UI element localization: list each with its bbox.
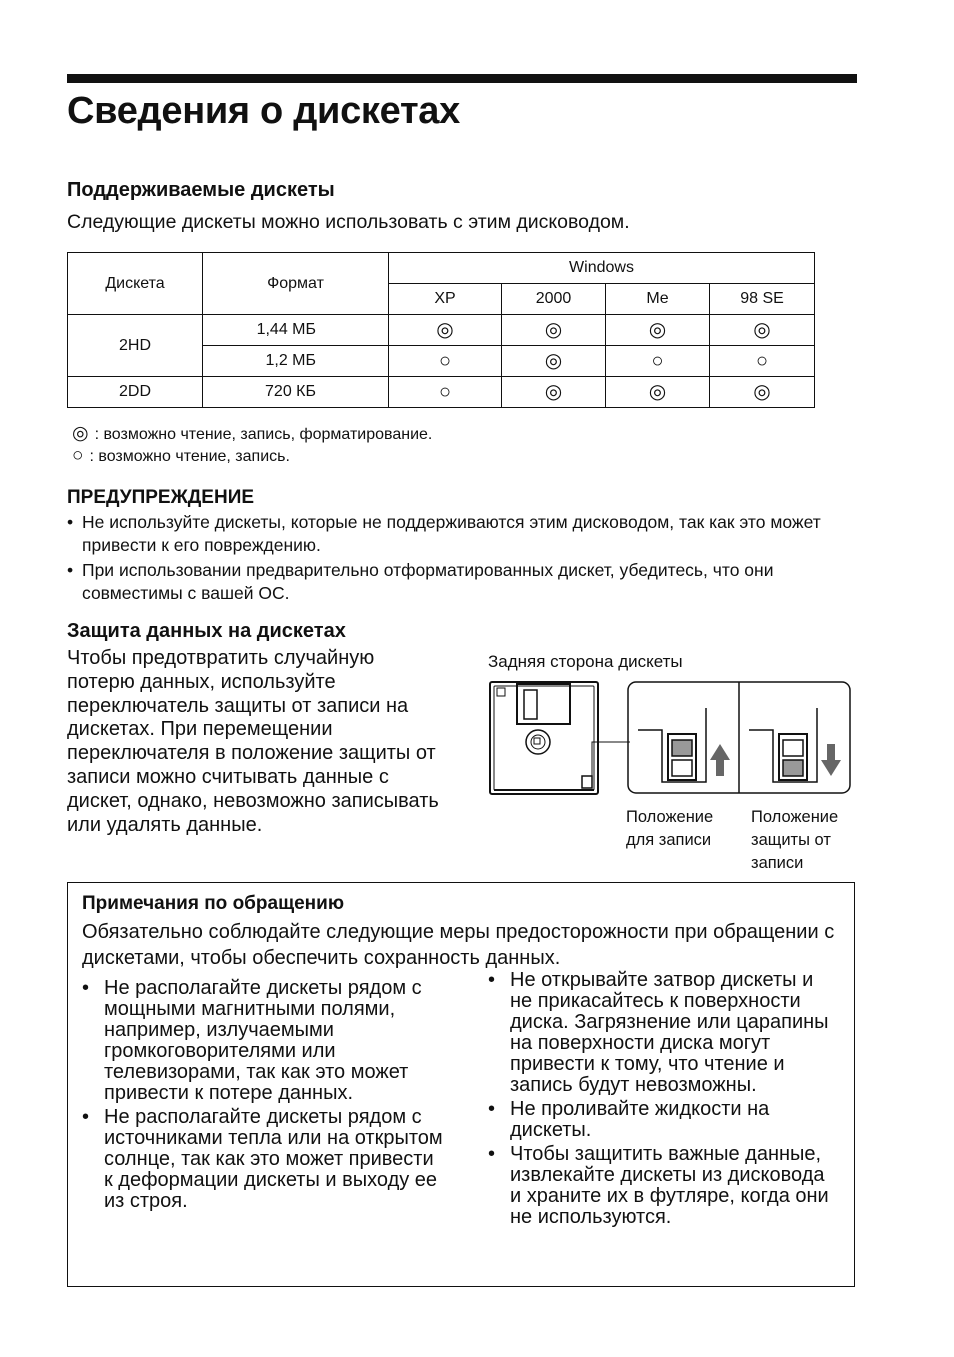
cell-support: ◎ [502, 346, 606, 377]
header-disk: Дискета [68, 253, 203, 315]
header-windows: Windows [389, 253, 815, 284]
notes-left-list [82, 978, 444, 1215]
cell-format: 1,44 МБ [203, 315, 389, 346]
header-os-98se: 98 SE [710, 284, 815, 315]
legend-text: : возможно чтение, запись. [89, 448, 290, 465]
list-item: • Не располагайте дискеты рядом с источниками тепла или на открытом солнце, так как это может привести к деформации дискеты и выходу ее из строя. [82, 1107, 444, 1212]
list-item: • Не проливайте жидкости на дискеты. [488, 1099, 838, 1141]
list-item: • Не открывайте затвор дискеты и не прикасайтесь к поверхности диска. Загрязнение или царапины на поверхности диска могут привести к тому, что чтение и запись будут невозможны. [488, 970, 838, 1096]
cell-support: ◎ [710, 315, 815, 346]
cell-format: 720 КБ [203, 377, 389, 408]
notes-right-list [488, 970, 838, 1231]
legend-item [72, 446, 290, 466]
protect-position-switch [749, 708, 841, 782]
list-item: • Не используйте дискеты, которые не поддерживаются этим дисководом, так как это может привести к его повреждению. [67, 511, 857, 557]
arrow-down-icon [821, 744, 841, 776]
table-row [68, 377, 815, 408]
floppy-back-illustration [490, 682, 630, 794]
notes-heading: Примечания по обращению [82, 893, 345, 914]
list-item: • Не располагайте дискеты рядом с мощными магнитными полями, например, излучаемыми громкоговорителями или телевизорами, так как это может привести к потере данных. [82, 978, 444, 1104]
write-protect-diagram [488, 678, 853, 802]
compat-table [67, 252, 815, 408]
legend-item [72, 424, 432, 444]
protection-text: Чтобы предотвратить случайную потерю данных, используйте переключатель защиты от записи на дискетах. При перемещении переключателя в положение защиты от записи можно считывать данные с дискет, однако, невозможно записывать или удалять данные. [67, 647, 439, 836]
protect-position-label: Положение защиты от записи [751, 808, 839, 872]
handling-notes-box [67, 882, 855, 1287]
header-os-2000: 2000 [502, 284, 606, 315]
cell-disk: 2HD [68, 315, 203, 377]
header-format: Формат [203, 253, 389, 315]
write-position-label: Положение для записи [626, 808, 714, 849]
legend-symbol: ○ [72, 445, 84, 466]
cell-disk: 2DD [68, 377, 203, 408]
cell-support: ○ [710, 346, 815, 377]
cell-support: ◎ [606, 377, 710, 408]
header-os-xp: XP [389, 284, 502, 315]
page-title: Сведения о дискетах [67, 90, 460, 132]
cell-support: ○ [606, 346, 710, 377]
legend-symbol: ◎ [72, 423, 89, 444]
protection-heading: Защита данных на дискетах [67, 620, 346, 642]
cell-format: 1,2 МБ [203, 346, 389, 377]
list-item: • Чтобы защитить важные данные, извлекайте дискеты из дисковода и храните их в футляре, когда они не используются. [488, 1144, 838, 1228]
header-os-me: Me [606, 284, 710, 315]
title-rule [67, 74, 857, 83]
supported-intro: Следующие дискеты можно использовать с этим дисководом. [67, 211, 630, 233]
cell-support: ◎ [389, 315, 502, 346]
supported-heading: Поддерживаемые дискеты [67, 179, 335, 201]
diagram-caption: Задняя сторона дискеты [488, 652, 683, 671]
cell-support: ◎ [502, 377, 606, 408]
write-position-switch [638, 708, 730, 782]
cell-support: ◎ [606, 315, 710, 346]
arrow-up-icon [710, 744, 730, 776]
cell-support: ○ [389, 346, 502, 377]
cell-support: ◎ [710, 377, 815, 408]
legend-text: : возможно чтение, запись, форматирование. [94, 426, 433, 443]
cell-support: ○ [389, 377, 502, 408]
notes-intro: Обязательно соблюдайте следующие меры предосторожности при обращении с дискетами, чтобы обеспечить сохранность данных. [82, 921, 835, 969]
table-row [68, 315, 815, 346]
warning-heading: ПРЕДУПРЕЖДЕНИЕ [67, 487, 255, 508]
warning-list [67, 511, 857, 607]
cell-support: ◎ [502, 315, 606, 346]
list-item: • При использовании предварительно отформатированных дискет, убедитесь, что они совместимы с вашей ОС. [67, 559, 857, 605]
